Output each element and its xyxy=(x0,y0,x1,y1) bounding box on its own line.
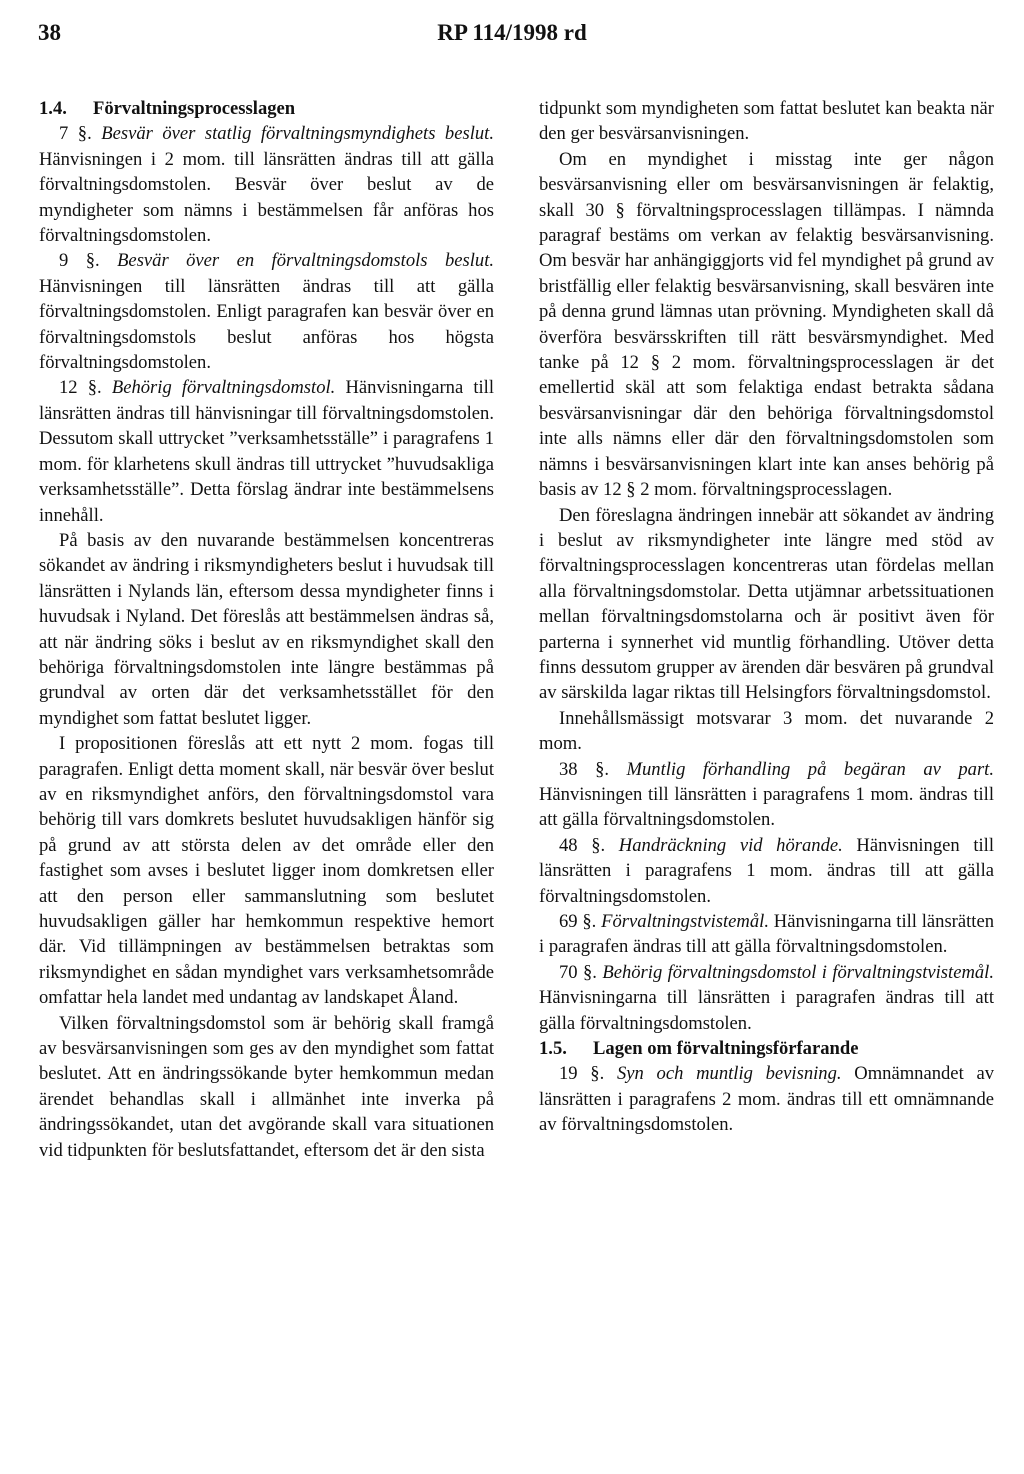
section-heading-1-4 xyxy=(39,96,494,121)
document-id: RP 114/1998 rd xyxy=(437,20,587,45)
paragraph-38: 38 §. Muntlig förhandling på begäran av part. Hänvisningen till länsrätten i paragrafens 1 mom. ändras till att gälla förvaltningsdomstolen. xyxy=(539,758,994,831)
left-column xyxy=(39,96,494,1163)
heading-number: 1.4. xyxy=(39,98,67,119)
paragraph-70: 70 §. Behörig förvaltningsdomstol i förvaltningstvistemål. Hänvisningarna till länsrätten i paragrafen ändras till att gälla förvaltningsdomstolen. xyxy=(539,961,994,1034)
paragraph-12: 12 §. Behörig förvaltningsdomstol. Hänvisningarna till länsrätten ändras till hänvisningar till förvaltningsdomstolen. Dessutom skall uttrycket ”verksamhetsställe” i paragrafens 1 mom. för klarhetens skull ändras till uttrycket ”huvudsakliga verksamhetsställe”. Detta förslag ändrar inte bestämmelsens innehåll. xyxy=(39,377,495,526)
paragraph-48: 48 §. Handräckning vid hörande. Hänvisningen till länsrätten i paragrafens 1 mom. ändras till att gälla förvaltningsdomstolen. xyxy=(539,834,994,907)
paragraph-nuvarande: På basis av den nuvarande bestämmelsen koncentreras sökandet av ändring i riksmyndigheters beslut i huvudsak till länsrätten i Nylands län, eftersom dessa myndigheter finns i huvudsak i Nyland. Det föreslås att bestämmelsen ändras så, att när ändring söks i beslut av en riksmyndighet skall den behöriga förvaltningsdomstolen inte längre bestämmas på grundval av orten där det verksamhetsstället för den myndighet som fattat beslutet ligger. xyxy=(39,529,494,729)
paragraph-7: 7 §. Besvär över statlig förvaltningsmyndighets beslut. Hänvisningen i 2 mom. till länsrätten ändras till att gälla förvaltningsdomstolen. Besvär över beslut av de myndigheter som nämns i bestämmelsen får anföras hos förvaltningsdomstolen. xyxy=(39,123,494,247)
paragraph-69: 69 §. Förvaltningstvistemål. Hänvisningarna till länsrätten i paragrafen ändras till att gälla förvaltningsdomstolen. xyxy=(539,911,995,958)
paragraph-19: 19 §. Syn och muntlig bevisning. Omnämnandet av länsrätten i paragrafens 2 mom. ändras till ett omnämnande av förvaltningsdomstolen. xyxy=(539,1063,994,1136)
heading-title: Förvaltningsprocesslagen xyxy=(93,98,296,119)
right-column xyxy=(539,96,994,1138)
paragraph-misstag: Om en myndighet i misstag inte ger någon besvärsanvisning eller om besvärsanvisningen är felaktig, skall 30 § förvaltningsprocesslagen tillämpas. I nämnda paragraf bestäms om verkan av felaktig besvärsanvisning. Om besvär har anhängiggjorts vid fel myndighet på grund av bristfällig eller felaktig besvärsanvisning, skall besvären inte på denna grund lämnas utan prövning. Myndigheten skall då överföra besvärsskriften till rätt besvärsmyndighet. Med tanke på 12 § 2 mom. förvaltningsprocesslagen är det emellertid skäl att som felaktiga endast betrakta sådana besvärsanvisningar där den behöriga förvaltningsdomstol inte alls nämns eller där den förvaltningsdomstolen som nämns i besvärsanvisningen klart inte kan anses behörig på basis av 12 § 2 mom. förvaltningsprocesslagen. xyxy=(539,148,994,501)
paragraph-continued: tidpunkt som myndigheten som fattat beslutet kan beakta när den ger besvärsanvisningen. xyxy=(539,98,994,145)
paragraph-9: 9 §. Besvär över en förvaltningsdomstols beslut. Hänvisningen till länsrätten ändras till att gälla förvaltningsdomstolen. Enligt paragrafen kan besvär över en förvaltningsdomstols beslut anföras hos högsta förvaltningsdomstolen. xyxy=(39,250,495,374)
section-heading-1-5 xyxy=(539,1036,994,1061)
paragraph-innehall: Innehållsmässigt motsvarar 3 mom. det nuvarande 2 mom. xyxy=(539,707,994,755)
paragraph-nytt-mom: I propositionen föreslås att ett nytt 2 mom. fogas till paragrafen. Enligt detta moment skall, när besvär över beslut av en riksmyndighet anförs, den förvaltningsdomstol vara behörig till vars domkrets beslutet huvudsakligen hänför sig på grund av att största delen av det område eller den fastighet som avses i beslutet ligger inom domkretsen eller att den person eller sammanslutning som beslutet huvudsakligen gäller har hemkommun respektive hemort där. Vid tillämpningen av bestämmelsen betraktas som riksmyndighet en sådan myndighet vars verksamhetsområde omfattar hela landet med undantag av landskapet Åland. xyxy=(39,733,494,1009)
heading-number: 1.5. xyxy=(539,1038,567,1060)
heading-title: Lagen om förvaltningsförfarande xyxy=(593,1038,859,1060)
page-header xyxy=(38,20,986,60)
paragraph-andringen: Den föreslagna ändringen innebär att sökandet av ändring i beslut av riksmyndigheter inte längre med stöd av förvaltningsprocesslagen koncentreras utan fördelas mellan alla förvaltningsdomstolar. Detta utjämnar arbetssituationen mellan förvaltningsdomstolarna och är positivt även för parterna i synnerhet vid muntlig förhandling. Utöver detta finns dessutom grupper av ärenden där besvären på grundval av särskilda lagar riktas till Helsingfors förvaltningsdomstol. xyxy=(539,504,994,704)
paragraph-besvarsanvisning: Vilken förvaltningsdomstol som är behörig skall framgå av besvärsanvisningen som ges av den myndighet som fattat beslutet. Att en ändringssökande byter hemkommun medan ärendet behandlas skall i allmänhet inte inverka på ändringssökandet, utan det avgörande skall vara situationen vid tidpunkten för beslutsfattandet, eftersom det är den sista xyxy=(39,1012,494,1161)
page-number: 38 xyxy=(38,20,61,45)
